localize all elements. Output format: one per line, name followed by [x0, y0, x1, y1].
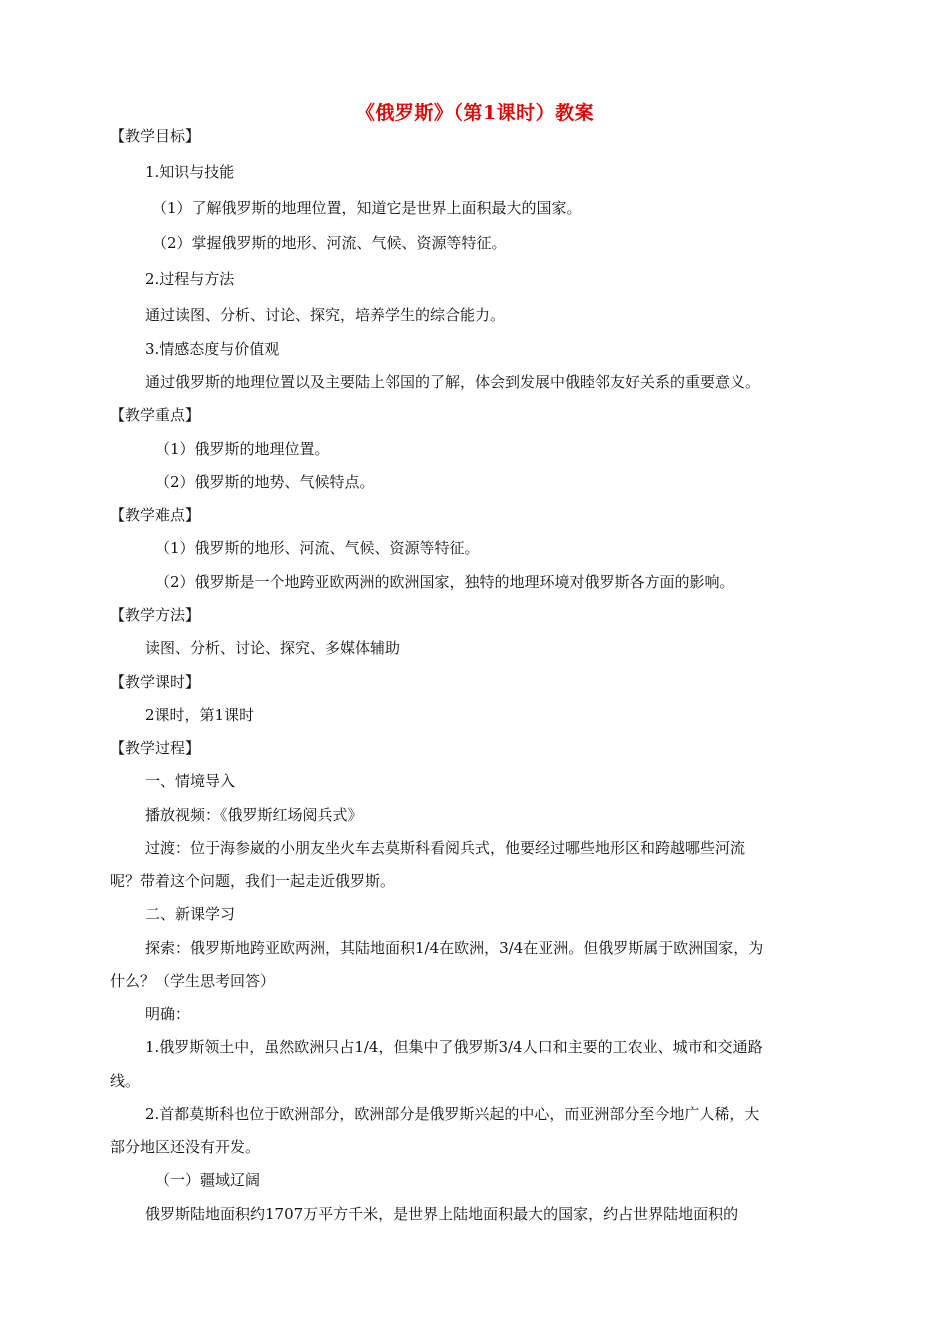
section-heading-methods: 【教学方法】	[110, 606, 201, 624]
paragraph: 2课时，第1课时	[145, 706, 255, 724]
paragraph: 通过俄罗斯的地理位置以及主要陆上邻国的了解，体会到发展中俄睦邻友好关系的重要意义。	[145, 373, 761, 391]
paragraph: 2.首都莫斯科也位于欧洲部分，欧洲部分是俄罗斯兴起的中心，而亚洲部分至今地广人稀，大	[145, 1105, 760, 1123]
paragraph: 1.俄罗斯领土中，虽然欧洲只占1/4，但集中了俄罗斯3/4人口和主要的工农业、城市和交通路	[145, 1038, 763, 1056]
subheading-knowledge: 1.知识与技能	[145, 163, 235, 181]
subheading-new-lesson: 二、新课学习	[145, 905, 236, 923]
paragraph: 读图、分析、讨论、探究、多媒体辅助	[145, 639, 401, 657]
paragraph: 播放视频：《俄罗斯红场阅兵式》	[145, 806, 363, 824]
section-heading-key-points: 【教学重点】	[110, 406, 201, 424]
paragraph: 部分地区还没有开发。	[110, 1138, 261, 1156]
paragraph: 呢？带着这个问题，我们一起走近俄罗斯。	[110, 872, 396, 890]
paragraph: 俄罗斯陆地面积约1707万平方千米，是世界上陆地面积最大的国家，约占世界陆地面积的	[145, 1205, 739, 1223]
subheading-intro: 一、情境导入	[145, 772, 236, 790]
paragraph: （1）俄罗斯的地理位置。	[155, 440, 330, 458]
section-heading-objectives: 【教学目标】	[110, 127, 201, 145]
paragraph: 线。	[110, 1072, 141, 1090]
paragraph: （1）俄罗斯的地形、河流、气候、资源等特征。	[155, 539, 480, 557]
paragraph: （2）掌握俄罗斯的地形、河流、气候、资源等特征。	[152, 234, 507, 252]
section-heading-process: 【教学过程】	[110, 739, 201, 757]
paragraph: （2）俄罗斯的地势、气候特点。	[155, 473, 375, 491]
subheading-process: 2.过程与方法	[145, 270, 235, 288]
paragraph: 什么？（学生思考回答）	[110, 972, 276, 990]
section-heading-periods: 【教学课时】	[110, 673, 201, 691]
paragraph: 通过读图、分析、讨论、探究，培养学生的综合能力。	[145, 306, 506, 324]
section-heading-difficulties: 【教学难点】	[110, 506, 201, 524]
paragraph: 过渡：位于海参崴的小朋友坐火车去莫斯科看阅兵式，他要经过哪些地形区和跨越哪些河流	[145, 839, 746, 857]
document-title: 《俄罗斯》（第1课时）教案	[355, 102, 595, 124]
paragraph: 探索：俄罗斯地跨亚欧两洲，其陆地面积1/4在欧洲，3/4在亚洲。但俄罗斯属于欧洲国家，为	[145, 939, 764, 957]
subheading-territory: （一）疆域辽阔	[155, 1171, 261, 1189]
paragraph: （1）了解俄罗斯的地理位置，知道它是世界上面积最大的国家。	[152, 199, 582, 217]
subheading-attitude: 3.情感态度与价值观	[145, 340, 280, 358]
paragraph: 明确：	[145, 1005, 191, 1023]
paragraph: （2）俄罗斯是一个地跨亚欧两洲的欧洲国家，独特的地理环境对俄罗斯各方面的影响。	[155, 573, 735, 591]
